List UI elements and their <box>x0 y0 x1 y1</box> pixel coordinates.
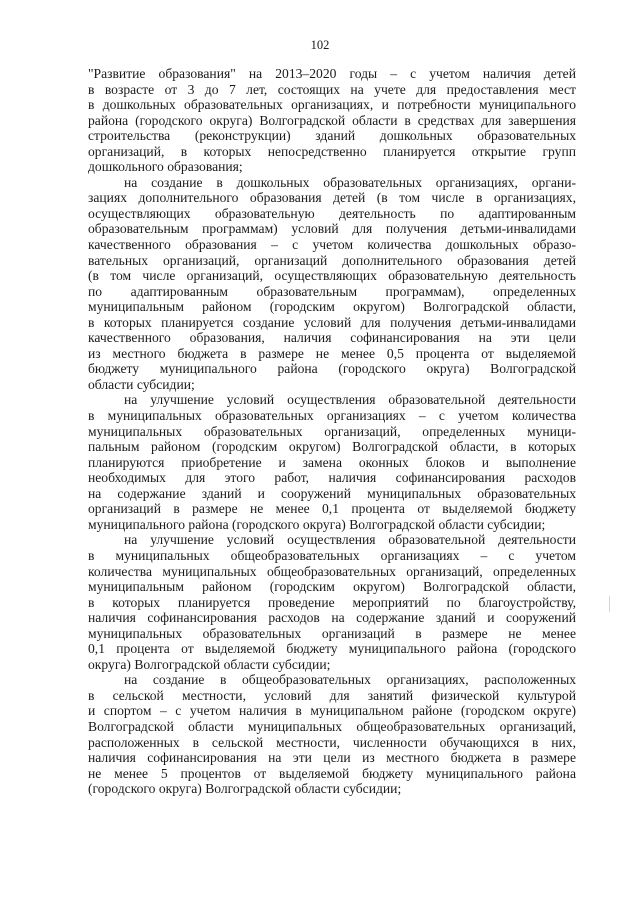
text-line: наличия софинансирования расходов на содержание зданий и сооружений <box>88 610 576 626</box>
text-line: муниципальных образовательных организаций, определенных муници- <box>88 423 576 439</box>
text-line: организаций в размере не менее 0,1 процента от выделяемой бюджету <box>88 501 576 517</box>
text-line: из местного бюджета в размере не менее 0,5 процента от выделяемой <box>88 345 576 361</box>
text-line: округа) Волгоградской области субсидии; <box>88 656 331 672</box>
text-line: осуществляющих образовательную деятельность по адаптированным <box>88 205 576 221</box>
text-line: муниципальным районом (городским округом) Волгоградской области, <box>88 299 576 315</box>
text-line: муниципальных образовательных организаций в размере не менее <box>88 625 576 641</box>
text-line: зациях дополнительного образования детей (в том числе в организациях, <box>88 190 576 206</box>
text-line: района (городского округа) Волгоградской области в средствах для завершения <box>88 112 576 128</box>
text-line: не менее 5 процентов от выделяемой бюджету муниципального района <box>88 765 576 781</box>
text-line: (городского округа) Волгоградской области субсидии; <box>88 781 402 797</box>
paragraph-first-line: на создание в дошкольных образовательных организациях, органи- <box>124 174 576 190</box>
text-line: "Развитие образования" на 2013–2020 годы – с учетом наличия детей <box>88 66 576 81</box>
paragraph-first-line: на улучшение условий осуществления образовательной деятельности <box>124 392 576 408</box>
text-line: (в том числе организаций, осуществляющих образовательную деятельность <box>88 268 576 284</box>
text-line: дошкольного образования; <box>88 159 243 175</box>
text-line: муниципальным районом (городским округом) Волгоградской области, <box>88 579 576 595</box>
text-line: строительства (реконструкции) зданий дошкольных образовательных <box>88 128 576 144</box>
text-line: наличия софинансирования на эти цели из местного бюджета в размере <box>88 750 576 766</box>
text-line: 0,1 процента от выделяемой бюджету муниципального района (городского <box>88 641 576 657</box>
text-line: в которых планируется создание условий для получения детьми-инвалидами <box>88 314 576 330</box>
text-line: количества муниципальных общеобразовательных организаций, определенных <box>88 563 576 579</box>
text-line: расположенных в сельской местности, численности обучающихся в них, <box>88 734 576 750</box>
paragraph-first-line: на улучшение условий осуществления образовательной деятельности <box>124 532 576 548</box>
text-line: в дошкольных образовательных организациях, и потребности муниципального <box>88 97 576 113</box>
text-line: на содержание зданий и сооружений муниципальных образовательных <box>88 485 576 501</box>
text-line: в возрасте от 3 до 7 лет, состоящих на учете для предоставления мест <box>88 81 576 97</box>
text-line: качественного образования – с учетом количества дошкольных образо- <box>88 237 576 253</box>
text-line: в муниципальных общеобразовательных организациях – с учетом <box>88 547 576 563</box>
text-line: организаций, в которых непосредственно планируется открытие групп <box>88 143 576 159</box>
text-line: пальным районом (городским округом) Волгоградской области, в которых <box>88 439 576 455</box>
text-line: в муниципальных образовательных организациях – с учетом количества <box>88 408 576 424</box>
text-line: качественного образования, наличия софинансирования на эти цели <box>88 330 576 346</box>
text-line: необходимых для этого работ, наличия софинансирования расходов <box>88 470 576 486</box>
text-line: бюджету муниципального района (городского округа) Волгоградской <box>88 361 576 377</box>
text-line: в сельской местности, условий для занятий физической культурой <box>88 687 576 703</box>
paragraph-first-line: на создание в общеобразовательных организациях, расположенных <box>124 672 576 688</box>
text-line: в которых планируется проведение мероприятий по благоустройству, <box>88 594 576 610</box>
text-line: Волгоградской области муниципальных общеобразовательных организаций, <box>88 718 576 734</box>
text-line: области субсидии; <box>88 376 195 392</box>
text-line: вательных организаций, организаций дополнительного образования детей <box>88 252 576 268</box>
text-line: муниципального района (городского округа) Волгоградской области субсидии; <box>88 516 546 532</box>
page-number: 102 <box>310 38 330 52</box>
scan-edge-mark <box>609 596 610 612</box>
text-line: планируются приобретение и замена оконных блоков и выполнение <box>88 454 576 470</box>
body-text <box>88 66 576 797</box>
text-line: и спортом – с учетом наличия в муниципальном районе (городском округе) <box>88 703 576 719</box>
text-line: по адаптированным образовательным программам), определенных <box>88 283 576 299</box>
text-line: образовательным программам) условий для получения детьми-инвалидами <box>88 221 576 237</box>
